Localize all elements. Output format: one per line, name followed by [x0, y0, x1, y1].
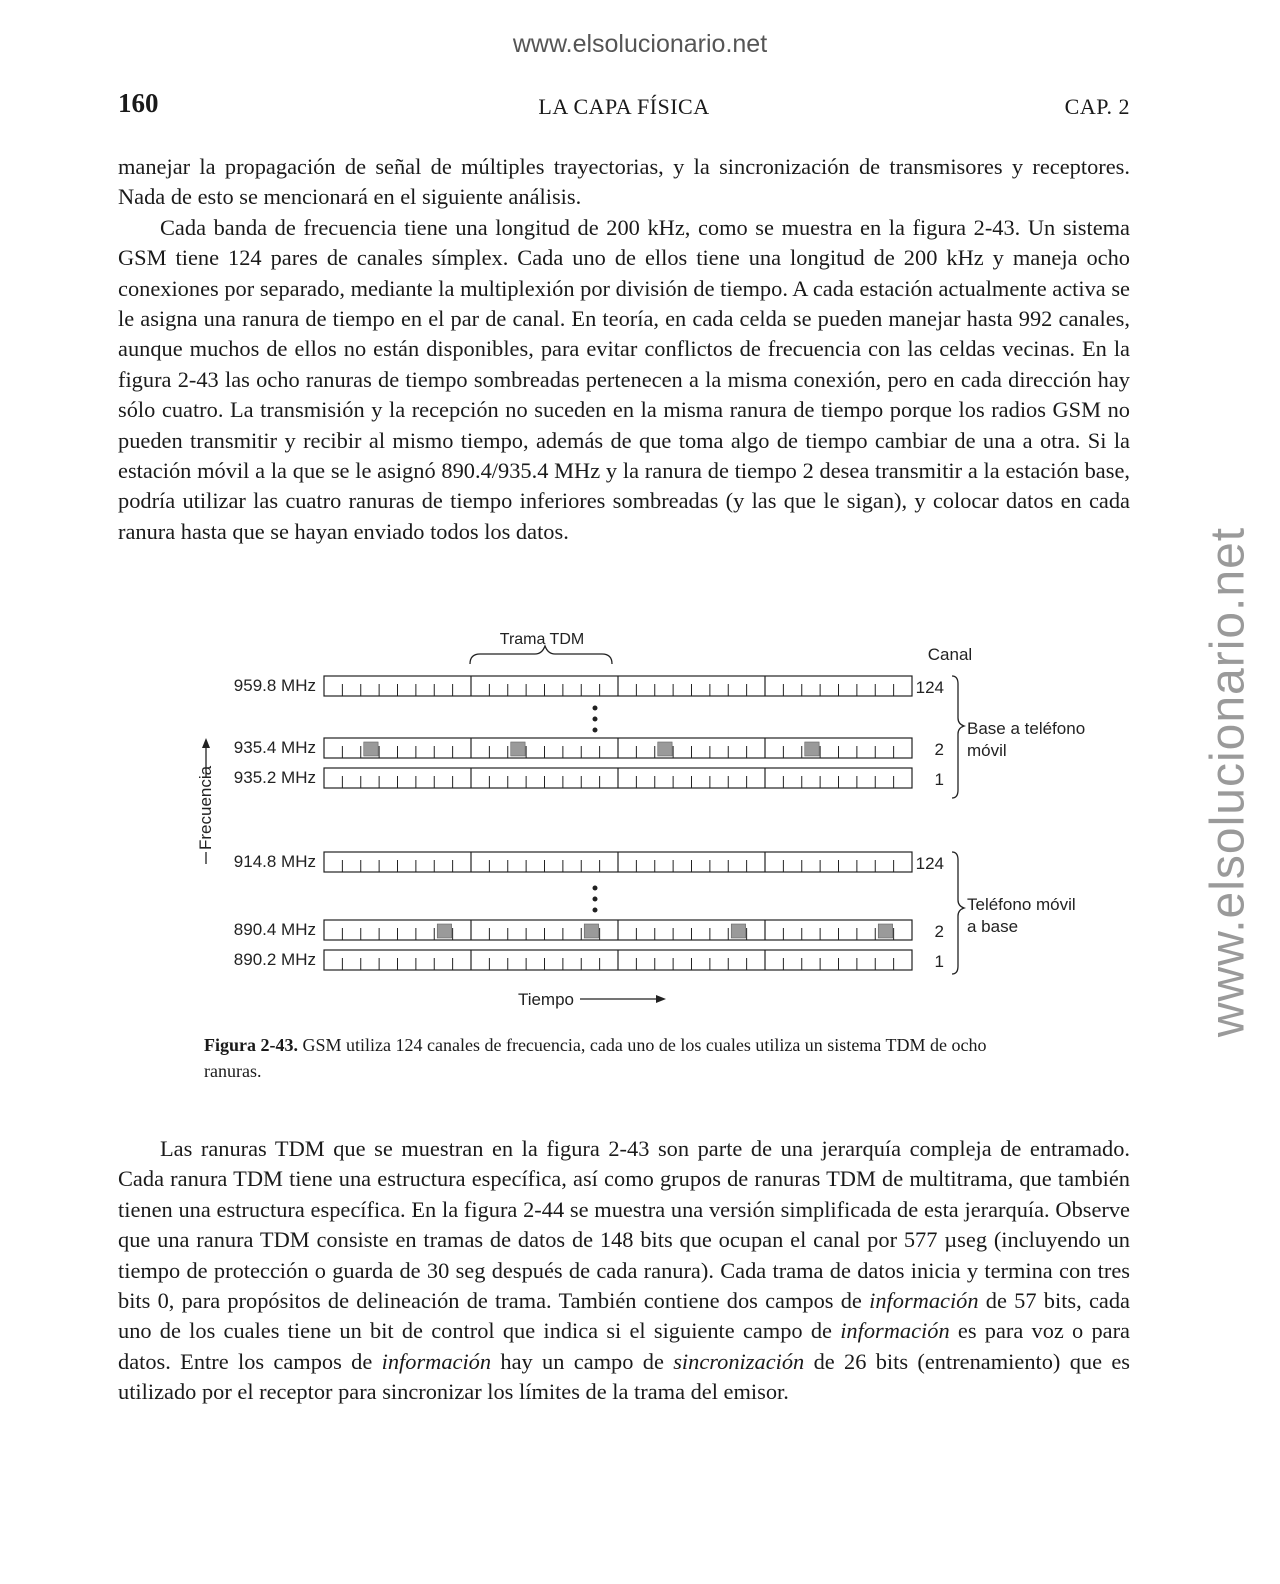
time-axis-label: Tiempo: [517, 990, 574, 1009]
channel-row: [234, 852, 944, 873]
shaded-slot: [437, 924, 451, 938]
chapter-label: CAP. 2: [1064, 94, 1130, 119]
frequency-label: 959.8 MHz: [233, 676, 316, 695]
trama-brace: [470, 646, 612, 664]
emphasis-informacion: información: [840, 1318, 950, 1344]
channel-row: [234, 738, 944, 759]
shaded-slot: [805, 742, 819, 756]
emphasis-informacion: información: [869, 1288, 979, 1314]
lower-ellipsis: [593, 886, 598, 913]
shaded-slot: [584, 924, 598, 938]
figure-2-43: [190, 620, 1110, 1020]
body-text-top: [118, 152, 1130, 547]
shaded-slot: [731, 924, 745, 938]
channel-row: [234, 920, 944, 941]
channel-number: 1: [934, 770, 944, 789]
frequency-label: 935.4 MHz: [233, 738, 316, 757]
caption-text: GSM utiliza 124 canales de frecuencia, cada uno de los cuales utiliza un sistema TDM de ocho ranuras.: [204, 1035, 987, 1081]
upper-band-brace: [952, 676, 964, 798]
shaded-slot: [511, 742, 525, 756]
running-head: LA CAPA FÍSICA: [538, 94, 710, 119]
channel-number: 124: [915, 854, 944, 873]
emphasis-informacion: información: [381, 1348, 492, 1374]
figure-caption: [204, 1032, 1034, 1084]
frequency-label: 890.2 MHz: [233, 950, 316, 969]
frequency-label: 935.2 MHz: [233, 768, 316, 787]
lower-band-brace: [952, 852, 964, 974]
shaded-slot: [658, 742, 672, 756]
channel-number: 1: [934, 952, 944, 971]
shaded-slot: [364, 742, 378, 756]
gsm-diagram: [190, 620, 1110, 1020]
channel-row: [234, 676, 944, 697]
frequency-axis: [196, 738, 215, 864]
canal-label: Canal: [927, 645, 973, 664]
upper-band-label-2: móvil: [967, 741, 1007, 760]
frequency-label: 914.8 MHz: [233, 852, 316, 871]
watermark-top: www.elsolucionario.net: [512, 30, 768, 58]
emphasis-sincronizacion: sincronización: [673, 1348, 805, 1374]
shaded-slot: [878, 924, 892, 938]
channel-number: 2: [934, 740, 944, 759]
channel-number: 2: [934, 922, 944, 941]
upper-ellipsis: [593, 706, 598, 733]
channel-number: 124: [915, 678, 944, 697]
lower-band-label-1: Teléfono móvil: [967, 895, 1076, 914]
frequency-axis-label: Frecuencia: [196, 765, 215, 850]
channel-rows: [234, 676, 944, 971]
paragraph-2: Cada banda de frecuencia tiene una longitud de 200 kHz, como se muestra en la figura 2-43. Un sistema GSM tiene 124 pares de canales símplex. Cada uno de ellos tiene una longitud de 200 kHz y maneja ocho conexiones por separado, mediante la multiplexión por división de tiempo. A cada estación actualmente activa se le asigna una ranura de tiempo en el par de canal. En teoría, en cada celda se pueden manejar hasta 992 canales, aunque muchos de ellos no están disponibles, para evitar conflictos de frecuencia con las celdas vecinas. En la figura 2-43 las ocho ranuras de tiempo sombreadas pertenecen a la misma conexión, pero en cada dirección hay sólo cuatro. La transmisión y la recepción no suceden en la misma ranura de tiempo porque los radios GSM no pueden transmitir y recibir al mismo tiempo, además de que toma algo de tiempo cambiar de una a otra. Si la estación móvil a la que se le asignó 890.4/935.4 MHz y la ranura de tiempo 2 desea transmitir a la estación base, podría utilizar las cuatro ranuras de tiempo inferiores sombreadas (y las que le sigan), y colocar datos en cada ranura hasta que se hayan enviado todos los datos.: [118, 214, 1130, 544]
page-number: 160: [118, 88, 159, 118]
channel-row: [234, 768, 944, 789]
paragraph-1: manejar la propagación de señal de múltiples trayectorias, y la sincronización de transmisores y receptores. Nada de esto se mencionará en el siguiente análisis.: [118, 154, 1130, 210]
frequency-label: 890.4 MHz: [233, 920, 316, 939]
paragraph-3: Las ranuras TDM que se muestran en la figura 2-43 son parte de una jerarquía compleja de entramado. Cada ranura TDM tiene una estructura específica, así como grupos de ranuras TDM de multitrama, que también tienen una estructura específica. En la figura 2-44 se muestra una versión simplificada de esta jerarquía. Observe que una ranura TDM consiste en tramas de datos de 148 bits que ocupan el canal por 577 µseg (incluyendo un tiempo de protección o guarda de 30 seg después de cada ranura). Cada trama de datos inicia y termina con tres bits 0, para propósitos de delineación de trama. También contiene dos campos de información de 57 bits, cada uno de los cuales tiene un bit de control que indica si el siguiente campo de información es para voz o para datos. Entre los campos de información hay un campo de sincronización de 26 bits (entrenamiento) que es utilizado por el receptor para sincronizar los límites de la trama del emisor.: [118, 1136, 1131, 1405]
time-axis: [518, 990, 666, 1009]
channel-row: [234, 950, 944, 971]
trama-label: Trama TDM: [499, 631, 585, 648]
lower-band-label-2: a base: [967, 917, 1019, 936]
upper-band-label-1: Base a teléfono: [967, 719, 1086, 738]
caption-label: Figura 2-43.: [204, 1035, 298, 1055]
